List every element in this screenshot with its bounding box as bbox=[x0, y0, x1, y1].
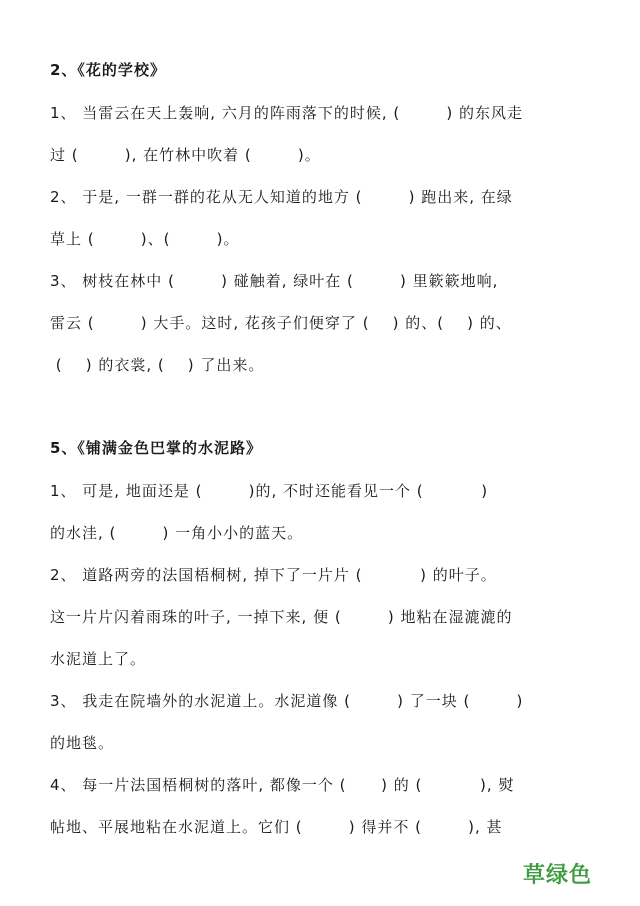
section-2-line: 的水洼, ( ) 一角小小的蓝天。 bbox=[50, 524, 304, 542]
section-2-line: 水泥道上了。 bbox=[50, 650, 147, 668]
section-2-line: 3、 我走在院墙外的水泥道上。水泥道像 ( ) 了一块 ( ) bbox=[50, 692, 524, 710]
watermark-text: 草绿色 bbox=[522, 863, 592, 888]
section-1-line: 2、 于是, 一群一群的花从无人知道的地方 ( ) 跑出来, 在绿 bbox=[50, 188, 513, 206]
section-1-line: 3、 树枝在林中 ( ) 碰触着, 绿叶在 ( ) 里簌簌地响, bbox=[50, 272, 499, 290]
section-2-line: 4、 每一片法国梧桐树的落叶, 都像一个 ( ) 的 ( ), 熨 bbox=[50, 776, 515, 794]
section-2-line: 的地毯。 bbox=[50, 734, 115, 752]
section-2-line: 这一片片闪着雨珠的叶子, 一掉下来, 便 ( ) 地粘在湿漉漉的 bbox=[50, 608, 513, 626]
section-1-title: 2、《花的学校》 bbox=[50, 61, 166, 79]
section-1-line: 1、 当雷云在天上轰响, 六月的阵雨落下的时候, ( ) 的东风走 bbox=[50, 104, 524, 122]
section-1-line: 过 ( ), 在竹林中吹着 ( )。 bbox=[50, 146, 321, 164]
section-2-title: 5、《铺满金色巴掌的水泥路》 bbox=[50, 439, 262, 457]
section-1-line: ( ) 的衣裳, ( ) 了出来。 bbox=[50, 356, 265, 374]
section-2-line: 1、 可是, 地面还是 ( )的, 不时还能看见一个 ( ) bbox=[50, 482, 489, 500]
section-1-line: 雷云 ( ) 大手。这时, 花孩子们便穿了 ( ) 的、( ) 的、 bbox=[50, 314, 512, 332]
section-1-line: 草上 ( )、( )。 bbox=[50, 230, 240, 248]
section-2-line: 2、 道路两旁的法国梧桐树, 掉下了一片片 ( ) 的叶子。 bbox=[50, 566, 497, 584]
section-2-line: 帖地、平展地粘在水泥道上。它们 ( ) 得并不 ( ), 甚 bbox=[50, 818, 503, 836]
